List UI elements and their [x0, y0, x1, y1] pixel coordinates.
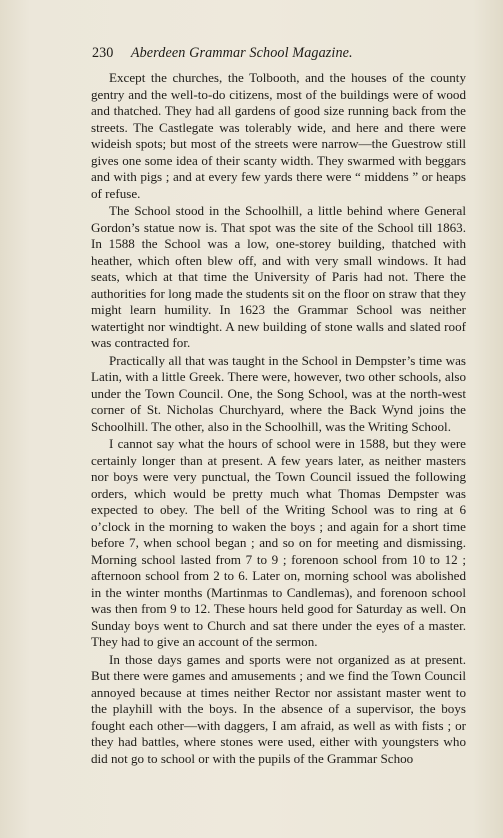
paragraph-2: The School stood in the Schoolhill, a little behind where General Gordon’s statue now is. That spot was the site of the School till 1863. In 1588 the School was a low, one-storey building, thatched with heather, which often blew off, and with very small windows. It had seats, which at that time the University of Paris had not. There the authorities for long made the students sit on the floor on straw that they might learn humility. In 1623 the Grammar School was neither watertight nor windtight. A new building of stone walls and slated roof was contracted for. — [91, 203, 466, 350]
page-number: 230 — [92, 45, 114, 61]
paragraph-1: Except the churches, the Tolbooth, and the houses of the county gentry and the well-to-do citizens, most of the buildings were of wood and thatched. They had all gardens of good size running back from the streets. The Castlegate was tolerably wide, and here and there were wideish spots; but most of the streets were narrow—the Guestrow still gives one some idea of their scanty width. They swarmed with beggars and with pigs ; and at every few yards there were “ middens ” or heaps of refuse. — [91, 70, 466, 201]
paragraph-5: In those days games and sports were not organized as at present. But there were games and amusements ; and we find the Town Council annoyed because at times neither Rector nor assistant master went to the playhill with the boys. In the absence of a supervisor, the boys fought each other—with daggers, I am afraid, as well as with fists ; or they had battles, where stones were used, either with youngsters who did not go to school or with the pupils of the Grammar Schoo — [91, 651, 466, 766]
article-body — [91, 70, 466, 767]
paragraph-3: Practically all that was taught in the School in Dempster’s time was Latin, with a little Greek. There were, however, two other schools, also under the Town Council. One, the Song School, was at the north-west corner of St. Nicholas Churchyard, where the Back Wynd joins the Schoolhill. The other, also in the Schoolhill, was the Writing School. — [91, 352, 466, 434]
running-header — [92, 45, 463, 62]
paragraph-4: I cannot say what the hours of school were in 1588, but they were certainly longer than at present. A few years later, as neither masters nor boys were very punctual, the Town Council issued the following orders, which would be pretty much what Thomas Dempster was expected to obey. The bell of the Writing School was to ring at 6 o’clock in the morning to waken the boys ; and again for a short time before 7, when school began ; and so on for meeting and dismissing. Morning school lasted from 7 to 9 ; forenoon school from 10 to 12 ; afternoon school from 2 to 6. Later on, morning school was abolished in the winter months (Martinmas to Candlemas), and forenoon school was then from 9 to 12. These hours held good for Saturday as well. On Sunday boys went to Church and sat there under the eyes of a master. They had to give an account of the sermon. — [91, 436, 466, 649]
journal-title: Aberdeen Grammar School Magazine. — [130, 45, 353, 61]
